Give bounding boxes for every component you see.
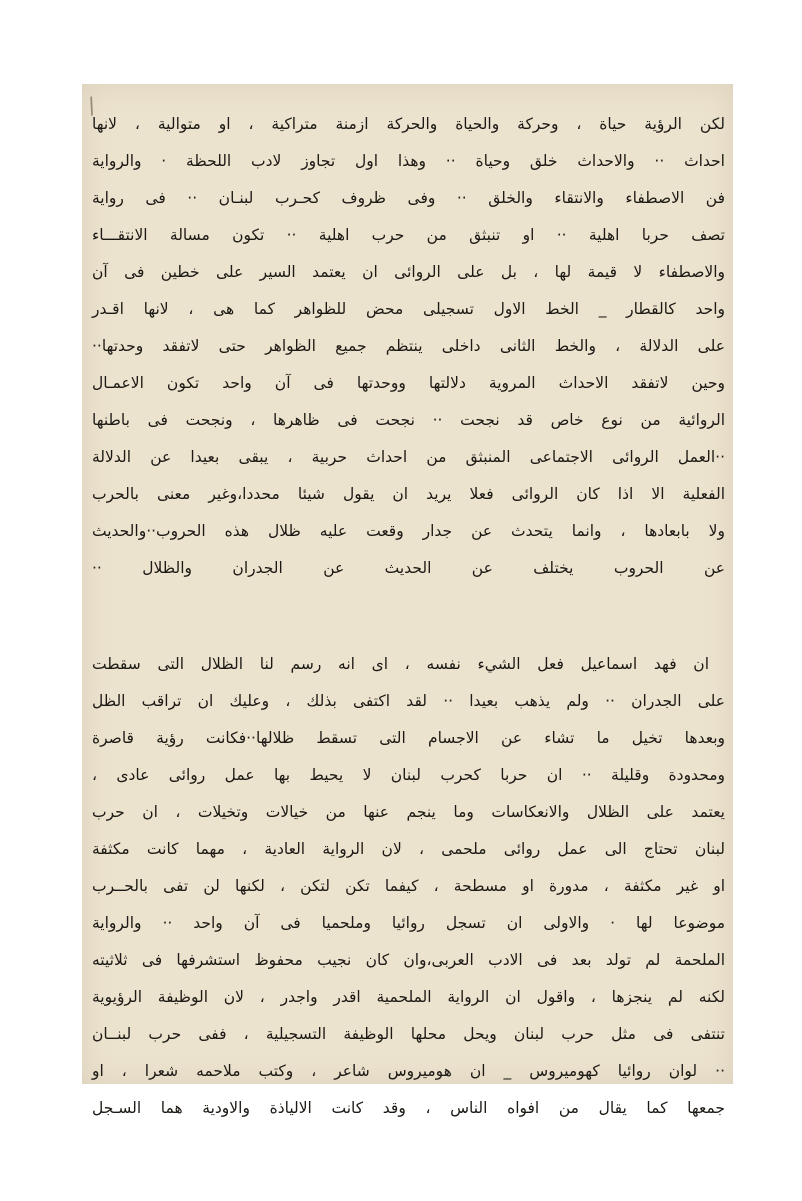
text-line-14	[82, 587, 733, 624]
pen-mark: /	[83, 93, 100, 120]
text-line-16: على الجدران ·· ولم يذهب بعيدا ·· لقد اكتفى بذلك ، وعليك ان تراقب الظل	[92, 692, 725, 710]
text-line-11: الفعلية الا اذا كان الروائى فعلا يريد ان يقول شيئا محددا،وغير معنى بالحرب	[92, 485, 725, 503]
text-line-12: ولا بابعادها ، وانما يتحدث عن جدار وقعت عليه ظلال هذه الحروب··والحديث	[92, 522, 725, 540]
page-text	[82, 106, 733, 1201]
text-line-4: تصف حربا اهلية ·· او تنبثق من حرب اهلية ·· تكون مسالة الانتقـــاء	[92, 226, 725, 244]
text-line-20: لبنان تحتاج الى عمل روائى ملحمى ، لان الرواية العادية ، مهما كانت مكثفة	[92, 840, 725, 858]
text-line-9: الروائية من نوع خاص قد نجحت ·· نجحت فى ظاهرها ، ونجحت فى باطنها	[92, 411, 725, 429]
text-line-15: ان فهد اسماعيل فعل الشيء نفسه ، اى انه رسم لنا الظلال التى سقطت	[92, 655, 709, 673]
text-line-13: عن الحروب يختلف عن الحديث عن الجدران والظلال ··	[92, 559, 725, 577]
text-line-2: احداث ·· والاحداث خلق وحياة ·· وهذا اول تجاوز لادب اللحظة · والرواية	[92, 152, 725, 170]
text-line-6: واحد كالقطار _ الخط الاول تسجيلى محض للظواهر كما هى ، لانها اقـدر	[92, 300, 725, 318]
text-line-7: على الدلالة ، والخط الثانى داخلى ينتظم جميع الظواهر حتى لاتفقد وحدتها··	[92, 337, 725, 355]
text-line-24: لكنه لم ينجزها ، واقول ان الرواية الملحمية اقدر واجدر ، لان الوظيفة الرؤيوية	[92, 988, 725, 1006]
text-line-19: يعتمد على الظلال والانعكاسات وما ينجم عنها من خيالات وتخيلات ، ان حرب	[92, 803, 725, 821]
text-line-29	[82, 1164, 733, 1201]
text-line-22: موضوعا لها · والاولى ان تسجل روائيا وملحميا فى آن واحد ·· والرواية	[92, 914, 725, 932]
text-line-21: او غير مكثفة ، مدورة او مسطحة ، كيفما تكن لتكن ، لكنها لن تفى بالحــرب	[92, 877, 725, 895]
text-line-25: تنتفى فى مثل حرب لبنان ويحل محلها الوظيفة التسجيلية ، ففى حرب لبنــان	[92, 1025, 725, 1043]
text-line-10: ··العمل الروائى الاجتماعى المنبثق من احداث حربية ، يبقى بعيدا عن الدلالة	[92, 448, 725, 466]
text-line-23: الملحمة لم تولد بعد فى الادب العربى،وان كان نجيب محفوظ استشرفها فى ثلاثيته	[92, 951, 725, 969]
text-line-26: ·· لوان روائيا كهوميروس _ ان هوميروس شاعر ، وكتب ملاحمه شعرا ، او	[92, 1062, 725, 1080]
text-line-17: وبعدها تخيل ما تشاء عن الاجسام التى تسقط ظلالها··فكانت رؤية قاصرة	[92, 729, 725, 747]
book-page	[82, 84, 733, 1117]
text-line-28	[82, 1127, 733, 1164]
paragraph-gap	[82, 624, 733, 646]
text-line-5: والاصطفاء لا قيمة لها ، بل على الروائى ان يعتمد السير على خطين فى آن	[92, 263, 725, 281]
text-line-18: ومحدودة وقليلة ·· ان حربا كحرب لبنان لا يحيط بها عمل روائى عادى ،	[92, 766, 725, 784]
text-line-3: فن الاصطفاء والانتقاء والخلق ·· وفى ظروف كحـرب لبنـان ·· فى رواية	[92, 189, 725, 207]
text-line-8: وحين لاتفقد الاحداث المروية دلالتها ووحدتها فى آن واحد تكون الاعمـال	[92, 374, 725, 392]
text-line-27: جمعها كما يقال من افواه الناس ، وقد كانت الالياذة والاودية هما السـجل	[92, 1099, 725, 1117]
text-line-1: لكن الرؤية حياة ، وحركة والحياة والحركة ازمنة متراكية ، او متوالية ، لانها	[92, 115, 725, 133]
